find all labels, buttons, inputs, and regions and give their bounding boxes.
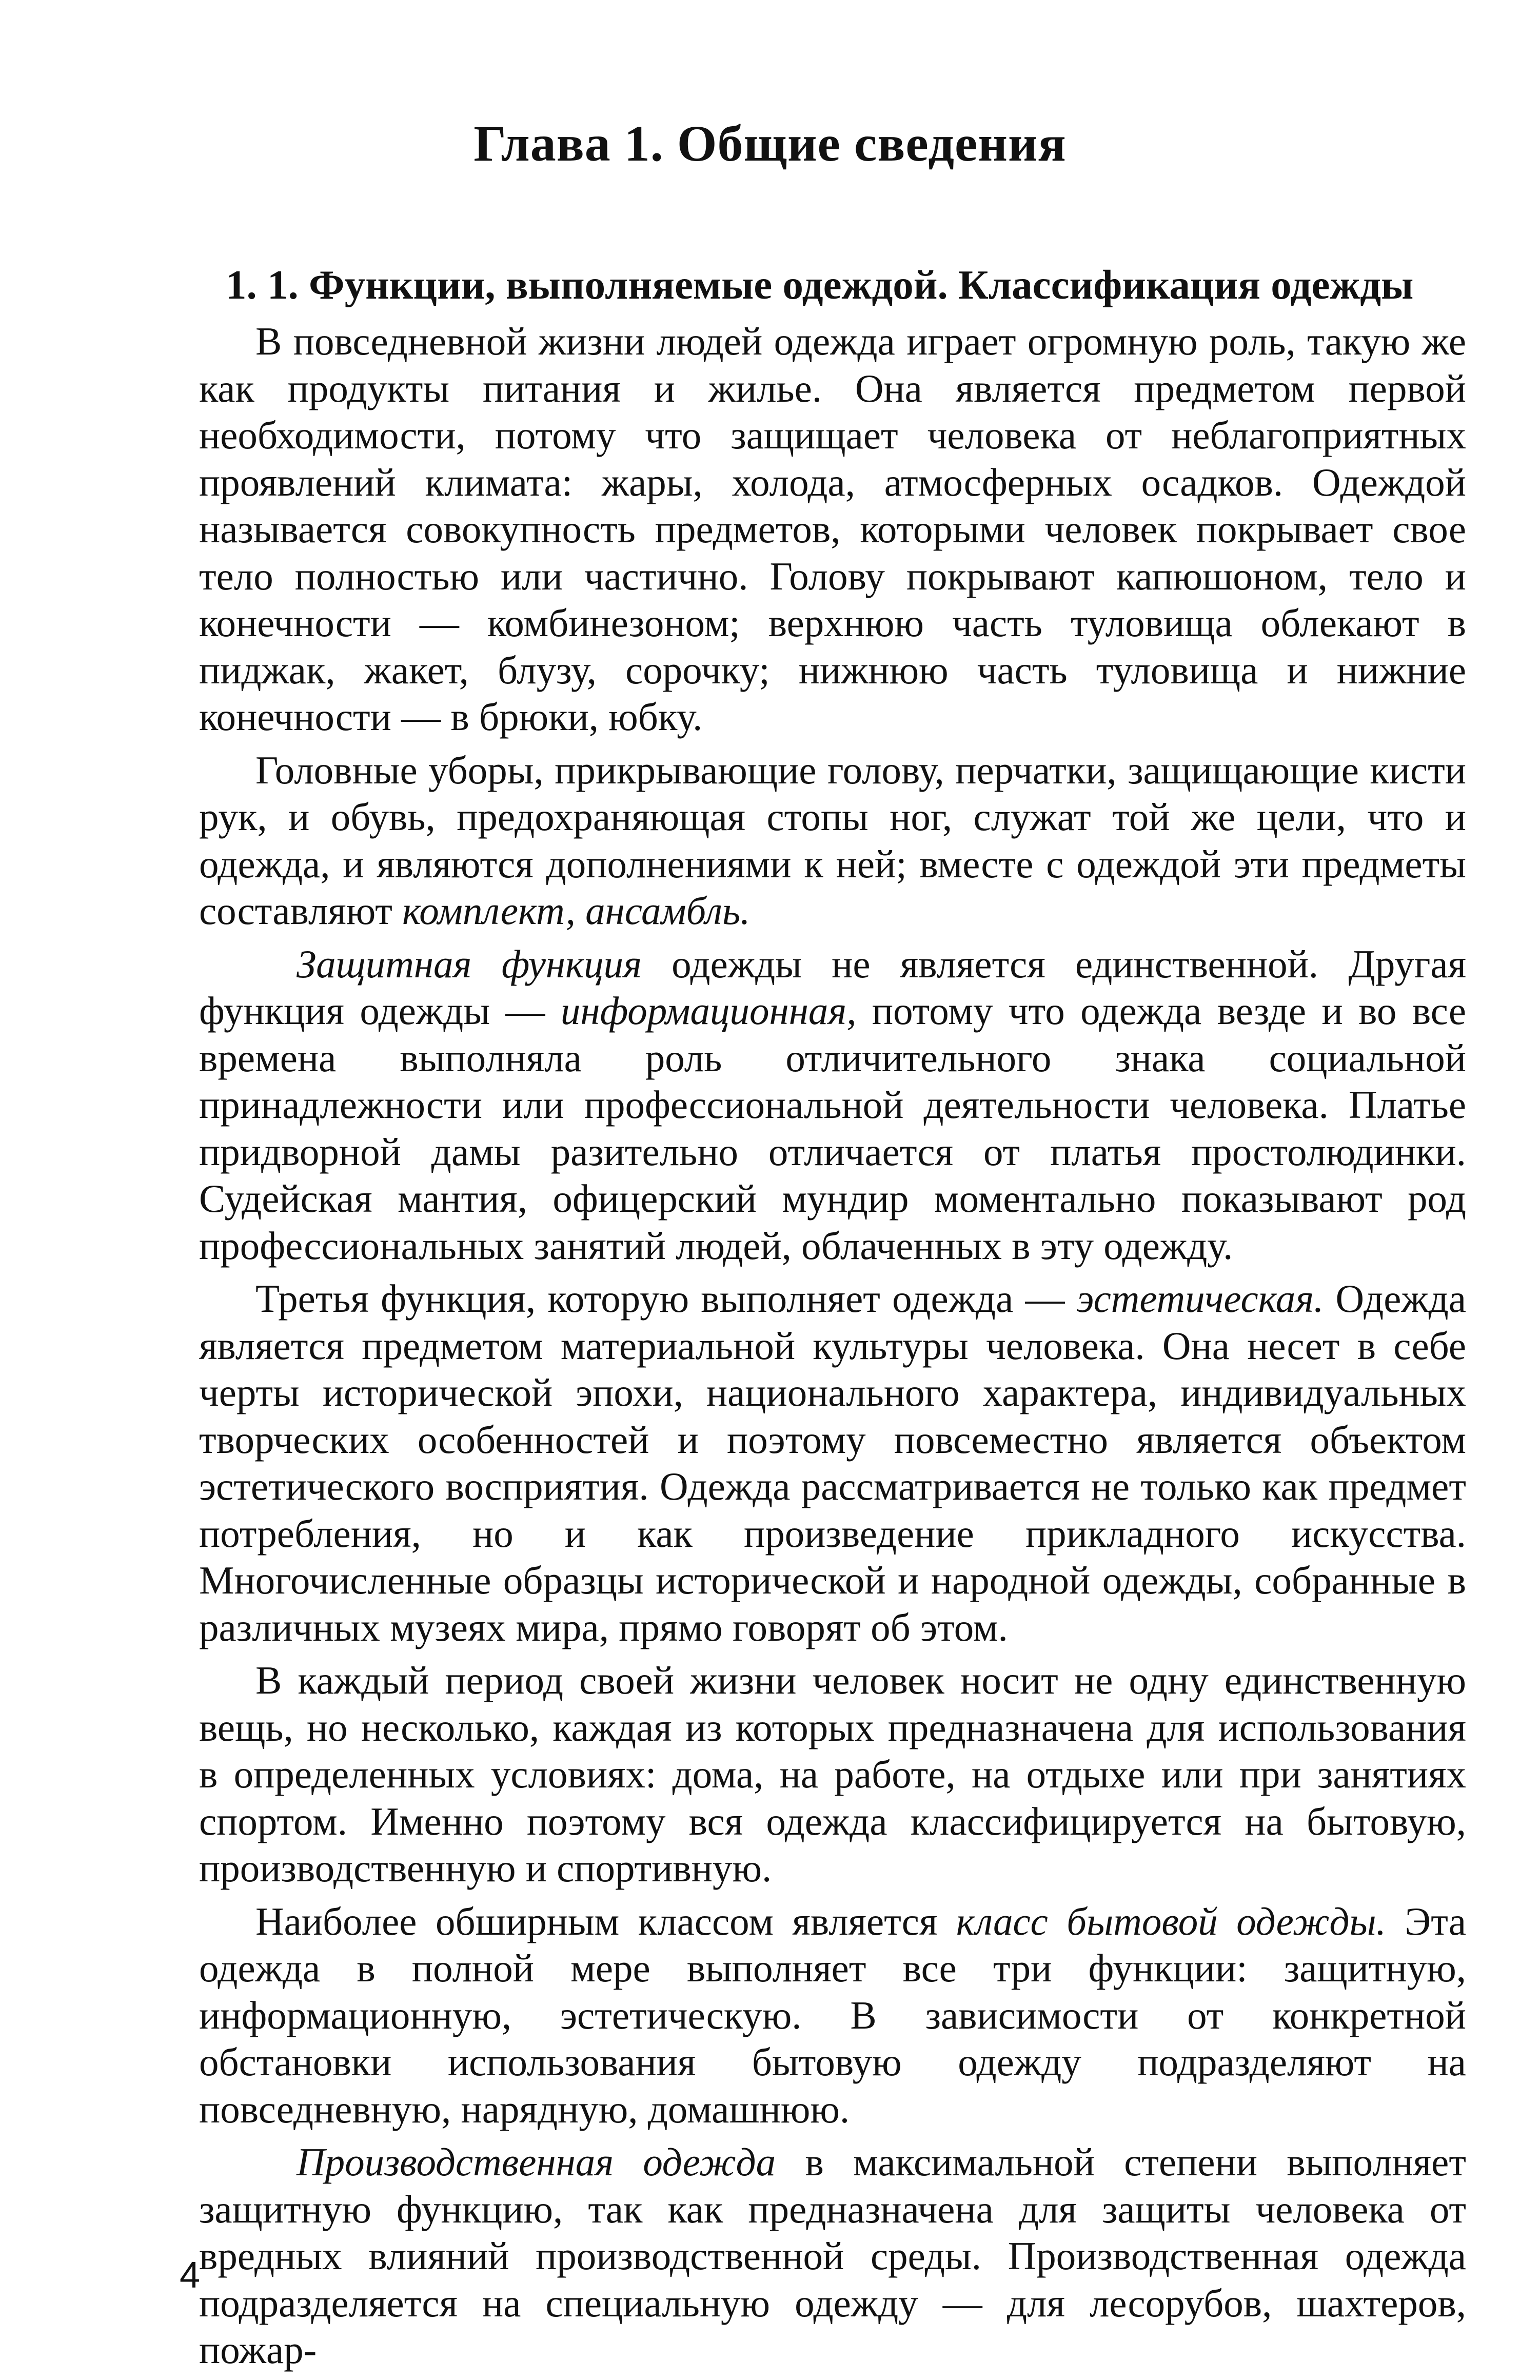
paragraph-6 [199, 1898, 1466, 2133]
paragraph-3 [199, 941, 1466, 1270]
paragraph-6-text-a: Наиболее обширным классом является [255, 1899, 938, 1943]
paragraph-6-text-b: Эта одежда в полной мере выполняет все три функции: защитную, информационную, эстетическую. В зависимости от конкретной обстановки использования бытовую одежду подразделяют на повседневную, нарядную, домашнюю. [199, 1899, 1466, 2131]
term-protective-function: Защитная функция [297, 941, 642, 986]
chapter-title: Глава 1. Общие сведения [473, 115, 1067, 172]
paragraph-1: В повседневной жизни людей одежда играет огромную роль, такую же как продукты питания и жилье. Она является предметом первой необходимости, потому что защищает человека от неблагоприятных проявлений климата: жары, холода, атмосферных осадков. Одеждой называется совокупность предметов, которыми человек покрывает свое тело полностью или частично. Голову покрывают капюшоном, тело и конечности — комбинезоном; верхнюю часть туловища облекают в пиджак, жакет, блузу, сорочку; нижнюю часть туловища и нижние конечности — в брюки, юбку. [199, 319, 1466, 739]
term-industrial-clothing: Производственная одежда [297, 2140, 776, 2184]
paragraph-5: В каждый период своей жизни человек носит не одну единственную вещь, но несколько, каждая из которых предназначена для использования в определенных условиях: дома, на работе, на отдыхе или при занятиях спортом. Именно поэтому вся одежда классифицируется на бытовую, производственную и спортивную. [199, 1658, 1466, 1890]
paragraph-3-text-a: одежды не является единственной. Другая функция одежды — [199, 941, 1466, 1033]
paragraph-4-text-b: Одежда является предметом материальной культуры человека. Она несет в себе черты исторической эпохи, национального характера, индивидуальных творческих особенностей и поэтому повсеместно является объектом эстетического восприятия. Одежда рассматривается не только как предмет потребления, но и как произведение прикладного искусства. Многочисленные образцы исторической и народной одежды, собранные в различных музеях мира, прямо говорят об этом. [199, 1276, 1467, 1649]
page-number: 4 [180, 2255, 201, 2296]
paragraph-4 [199, 1275, 1466, 1651]
paragraph-7-text: в максимальной степени выполняет защитную функцию, так как предназначена для защиты человека от вредных влияний производственной среды. Производственная одежда подразделяется на специальную одежду — для лесорубов, шахтеров, пожар- [199, 2140, 1466, 2372]
paragraph-7 [199, 2139, 1466, 2374]
paragraph-2-text: Головные уборы, прикрывающие голову, перчатки, защищающие кисти рук, и обувь, предохраняющая стопы ног, служат той же цели, что и одежда, и являются дополнениями к ней; вместе с одеждой эти предметы составляют [199, 748, 1466, 933]
term-aesthetic: эстетическая. [1076, 1276, 1324, 1321]
paragraph-4-text-a: Третья функция, которую выполняет одежда — [255, 1276, 1065, 1321]
body-text [199, 318, 1466, 2380]
paragraph-2 [199, 747, 1466, 935]
paragraph-3-text-b: потому что одежда везде и во все времена выполняла роль отличительного знака социальной принадлежности или профессиональной деятельности человека. Платье придворной дамы разительно отличается от платья простолюдинки. Судейская мантия, офицерский мундир моментально показывают род профессиональных занятий людей, облаченных в эту одежду. [199, 989, 1467, 1268]
term-household-clothing: класс бытовой одежды. [956, 1899, 1386, 1943]
term-informational: информационная, [560, 989, 857, 1033]
section-title: 1. 1. Функции, выполняемые одеждой. Классификация одежды [226, 262, 1414, 308]
term-komplekt: комплект, ансамбль. [402, 889, 751, 933]
